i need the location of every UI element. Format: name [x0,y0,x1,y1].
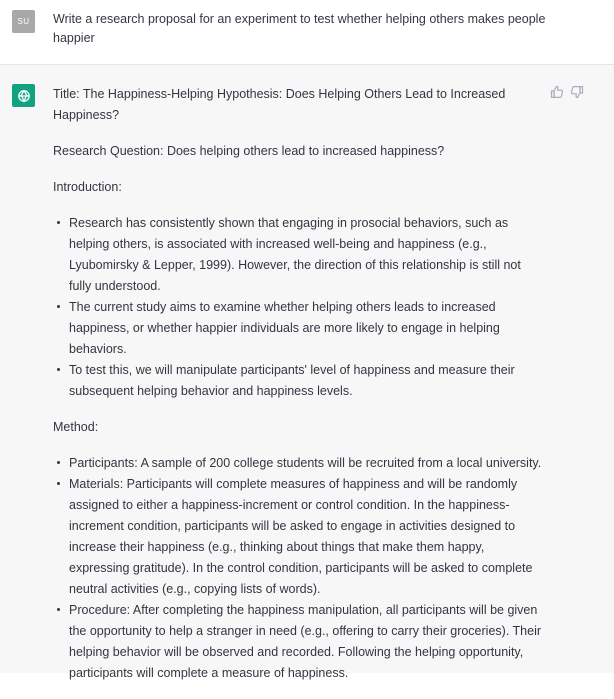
assistant-message-row [0,65,614,680]
list-item: The current study aims to examine whether helping others leads to increased happiness, or whether happier individuals are more likely to engage in helping behaviors. [53,297,543,360]
thumbs-down-icon[interactable] [570,85,584,99]
openai-logo-icon [12,84,35,107]
list-item: Materials: Participants will complete measures of happiness and will be randomly assigned to either a happiness-increment or control condition. In the happiness-increment condition, participants will be asked to engage in activities designed to increase their happiness (e.g., thinking about things that make them happy, expressing gratitude). In the control condition, participants will be asked to complete neutral activities (e.g., copying lists of words). [53,474,543,600]
list-item: To test this, we will manipulate participants' level of happiness and measure their subsequent helping behavior and happiness levels. [53,360,543,402]
research-question: Research Question: Does helping others lead to increased happiness? [53,144,445,158]
method-heading: Method: [53,420,99,434]
proposal-title: Title: The Happiness-Helping Hypothesis: Does Helping Others Lead to Increased Happiness? [53,87,506,122]
thumbs-up-icon[interactable] [550,85,564,99]
assistant-message-content [53,84,543,699]
introduction-list [53,213,543,402]
list-item: Participants: A sample of 200 college students will be recruited from a local university. [53,453,543,474]
list-item: Research has consistently shown that engaging in prosocial behaviors, such as helping others, is associated with increased well-being and happiness (e.g., Lyubomirsky & Lepper, 1999). However, the direction of this relationship is still not fully understood. [53,213,543,297]
user-message-row [0,0,614,65]
introduction-heading: Introduction: [53,180,122,194]
method-list [53,453,543,684]
feedback-buttons [550,85,584,99]
list-item: Procedure: After completing the happiness manipulation, all participants will be given the opportunity to help a stranger in need (e.g., offering to carry their groceries). Their helping behavior will be observed and recorded. Following the helping opportunity, participants will complete a measure of happiness. [53,600,543,684]
user-message-text: Write a research proposal for an experiment to test whether helping others makes people happier [53,12,546,45]
user-avatar: SU [12,10,35,33]
